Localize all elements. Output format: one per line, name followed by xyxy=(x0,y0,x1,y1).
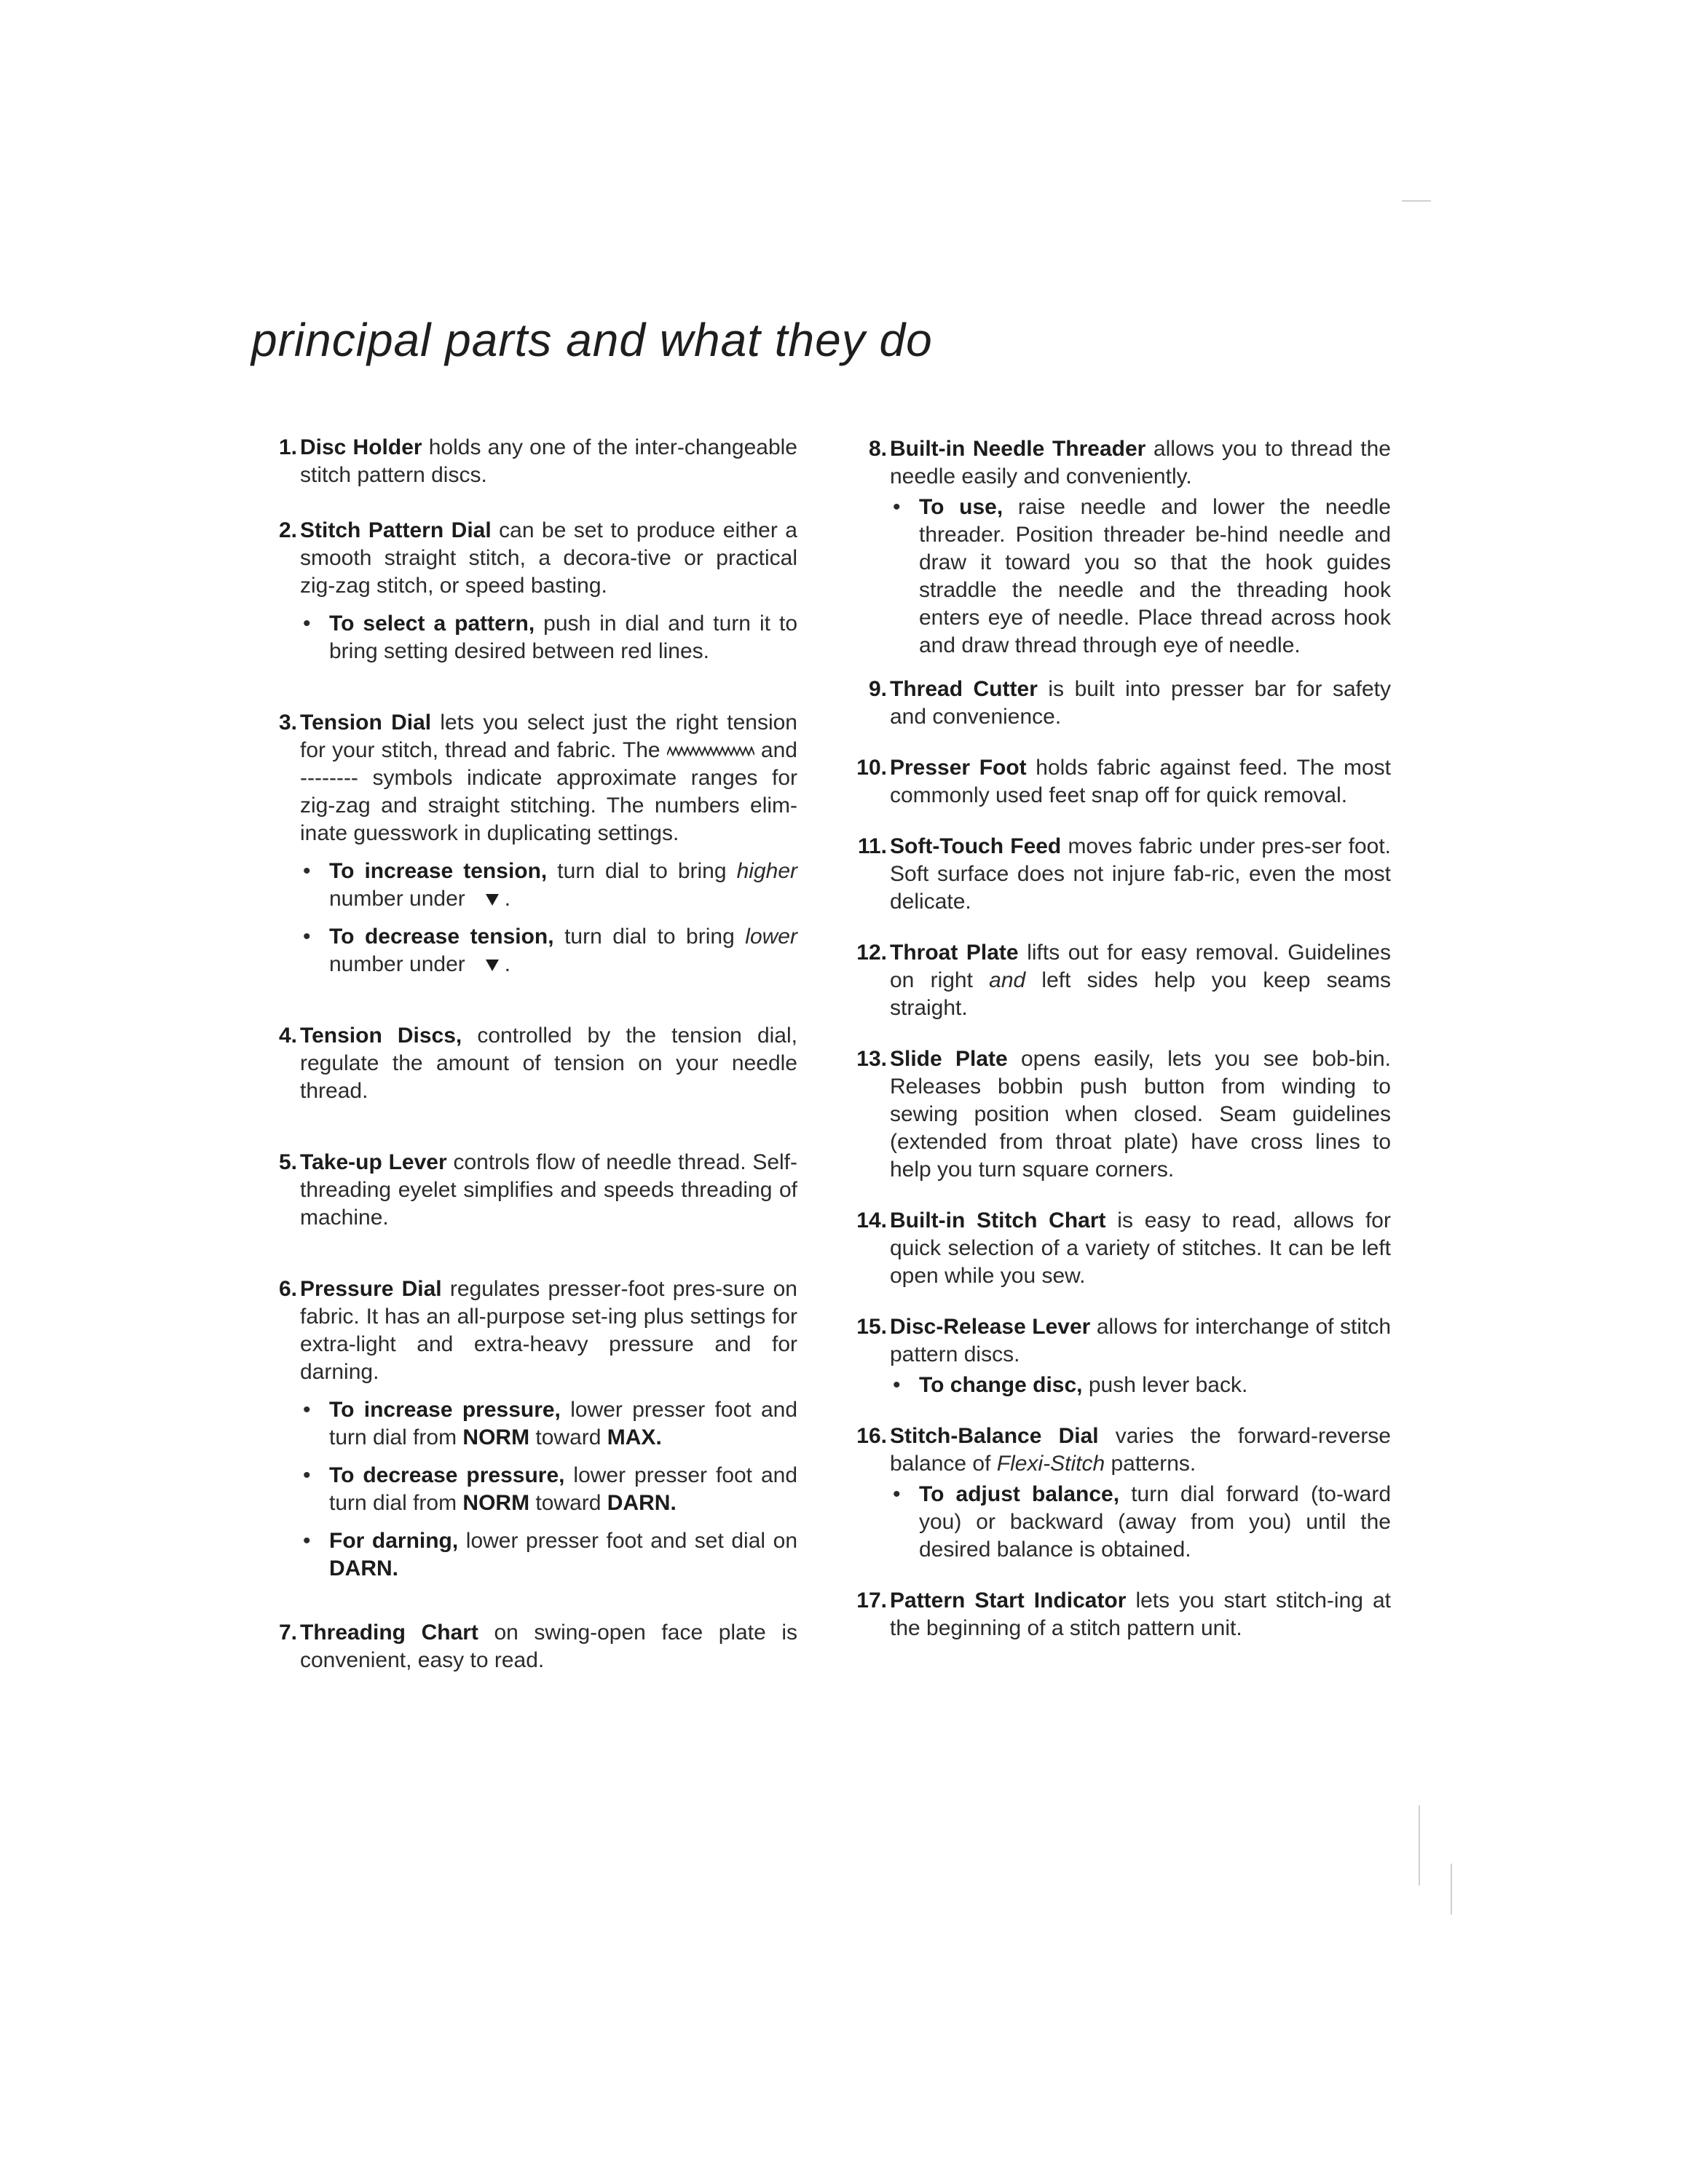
item-emphasis: and xyxy=(989,968,1026,992)
item-term: Disc-Release Lever xyxy=(890,1315,1091,1339)
item-term: Stitch-Balance Dial xyxy=(890,1424,1099,1448)
sub-setting: NORM xyxy=(462,1491,530,1515)
item-text: lifts out for easy removal. Guidelines on right xyxy=(890,941,1391,992)
item-term: Disc Holder xyxy=(300,435,422,459)
sub-instruction xyxy=(890,1481,1391,1564)
item-disc-holder xyxy=(255,434,797,489)
item-number: 3. xyxy=(278,711,297,735)
item-take-up-lever xyxy=(255,1149,797,1232)
item-soft-touch-feed xyxy=(845,833,1391,916)
sub-text: push lever back. xyxy=(1082,1373,1248,1397)
page-title: principal parts and what they do xyxy=(251,314,933,366)
item-pattern-start-indicator xyxy=(845,1587,1391,1642)
bullet: • xyxy=(893,495,901,519)
sub-term: To increase tension, xyxy=(329,859,548,883)
scan-mark xyxy=(1451,1864,1452,1915)
item-text: lets you start stitch-ing at the beginning of a stitch pattern unit. xyxy=(890,1588,1392,1640)
sub-term: To decrease pressure, xyxy=(329,1463,565,1487)
bullet: • xyxy=(893,1373,901,1397)
item-term: Presser Foot xyxy=(890,756,1027,780)
sub-text: toward xyxy=(529,1491,607,1515)
sub-instruction xyxy=(300,923,797,978)
sub-text: lower presser foot and turn dial from xyxy=(329,1463,797,1515)
item-text: holds fabric against feed. The most commonly used feet snap off for quick removal. xyxy=(890,756,1391,807)
item-text: controlled by the tension dial, regulate the amount of tension on your needle thread. xyxy=(300,1024,797,1103)
sub-term: To adjust balance, xyxy=(919,1482,1120,1506)
item-number: 12. xyxy=(856,941,887,965)
item-number: 6. xyxy=(278,1277,297,1301)
item-number: 7. xyxy=(278,1621,297,1645)
item-term: Tension Discs, xyxy=(300,1024,462,1048)
item-text: left sides help you keep seams straight. xyxy=(890,968,1391,1020)
left-column xyxy=(255,434,797,1674)
item-text: patterns. xyxy=(1105,1452,1196,1476)
sub-instruction xyxy=(300,1527,797,1583)
item-number: 15. xyxy=(856,1315,887,1339)
item-term: Slide Plate xyxy=(890,1047,1008,1071)
sub-setting: DARN. xyxy=(607,1491,677,1515)
item-thread-cutter xyxy=(845,676,1391,731)
item-text: allows you to thread the needle easily and conveniently. xyxy=(890,437,1391,488)
sub-instruction xyxy=(300,1462,797,1517)
sub-text: turn dial to bring xyxy=(553,925,735,949)
period: . xyxy=(504,952,511,976)
sub-term: To select a pattern, xyxy=(329,612,535,636)
item-text: controls flow of needle thread. Self-threading eyelet simplifies and speeds threading of machine. xyxy=(300,1150,798,1230)
symbol-description: symbols indicate approximate ranges for zig-zag and straight stitching. The numbers elim-inate guesswork in duplicating settings. xyxy=(300,766,798,845)
item-stitch-balance-dial xyxy=(845,1423,1391,1564)
item-term: Built-in Stitch Chart xyxy=(890,1208,1106,1233)
item-text: regulates presser-foot pres-sure on fabric. It has an all-purpose set-ing plus settings for extra-light and extra-heavy pressure and for darning. xyxy=(300,1277,797,1384)
item-number: 9. xyxy=(868,677,887,701)
item-text: holds any one of the inter-changeable stitch pattern discs. xyxy=(300,435,797,487)
sub-text: lower presser foot and set dial on xyxy=(458,1529,797,1553)
item-disc-release-lever xyxy=(845,1313,1391,1399)
sub-text: push in dial and turn it to bring setting desired between red lines. xyxy=(329,612,798,663)
bullet: • xyxy=(303,1529,311,1553)
sub-setting: MAX. xyxy=(607,1425,662,1449)
item-text: lets you select just the right tension for your stitch, thread and fabric. xyxy=(300,711,797,762)
item-slide-plate xyxy=(845,1045,1391,1184)
sub-text: number under xyxy=(329,887,465,911)
bullet: • xyxy=(303,925,311,949)
item-stitch-chart xyxy=(845,1207,1391,1290)
item-number: 13. xyxy=(856,1047,887,1071)
item-number: 17. xyxy=(856,1588,887,1613)
symbol-and: and xyxy=(760,738,797,762)
sub-instruction xyxy=(890,494,1391,660)
sub-text: turn dial forward (to-ward you) or backward (away from you) until the desired balance is obtained. xyxy=(919,1482,1392,1562)
item-term: Stitch Pattern Dial xyxy=(300,518,492,542)
item-emphasis: Flexi-Stitch xyxy=(996,1452,1105,1476)
item-stitch-pattern-dial xyxy=(255,517,797,665)
symbol-intro: The xyxy=(622,738,660,762)
item-text: is built into presser bar for safety and convenience. xyxy=(890,677,1392,729)
item-needle-threader xyxy=(845,435,1391,660)
item-number: 11. xyxy=(857,834,887,858)
sub-instruction xyxy=(300,610,797,665)
item-number: 16. xyxy=(856,1424,887,1448)
item-term: Threading Chart xyxy=(300,1621,478,1645)
item-threading-chart xyxy=(255,1619,797,1674)
item-number: 14. xyxy=(856,1208,887,1233)
bullet: • xyxy=(303,1398,311,1422)
item-tension-discs xyxy=(255,1022,797,1105)
item-term: Built-in Needle Threader xyxy=(890,437,1146,461)
sub-instruction xyxy=(300,1396,797,1452)
item-number: 5. xyxy=(278,1150,297,1174)
item-number: 2. xyxy=(278,518,297,542)
sub-text: lower presser foot and turn dial from xyxy=(329,1398,797,1449)
item-pressure-dial xyxy=(255,1275,797,1583)
scan-mark xyxy=(1402,200,1431,202)
sub-text: turn dial to bring xyxy=(547,859,727,883)
bullet: • xyxy=(303,859,311,883)
item-throat-plate xyxy=(845,939,1391,1022)
item-number: 4. xyxy=(278,1024,297,1048)
item-tension-dial xyxy=(255,709,797,978)
item-term: Throat Plate xyxy=(890,941,1019,965)
scan-mark xyxy=(1419,1805,1420,1886)
straight-symbol: -------- xyxy=(300,766,358,790)
sub-text: toward xyxy=(529,1425,607,1449)
triangle-indicator-icon xyxy=(486,894,499,906)
item-text: opens easily, lets you see bob-bin. Releases bobbin push button from winding to sewing position when closed. Seam guidelines (extended from throat plate) have cross lines to help you turn square corners. xyxy=(890,1047,1391,1182)
sub-term: To change disc, xyxy=(919,1373,1083,1397)
sub-text: raise needle and lower the needle threader. Position threader be-hind needle and draw it toward you so that the hook guides straddle the needle and the threading hook enters eye of needle. Place thread across hook and draw thread through eye of needle. xyxy=(919,495,1391,657)
sub-term: For darning, xyxy=(329,1529,459,1553)
item-term: Soft-Touch Feed xyxy=(890,834,1062,858)
item-presser-foot xyxy=(845,754,1391,810)
item-number: 8. xyxy=(868,437,887,461)
sub-instruction xyxy=(300,858,797,913)
right-column xyxy=(845,435,1391,1642)
sub-term: To use, xyxy=(919,495,1003,519)
sub-term: To increase pressure, xyxy=(329,1398,561,1422)
sub-setting: DARN. xyxy=(329,1556,398,1580)
item-text: is easy to read, allows for quick selection of a variety of stitches. It can be left open while you sew. xyxy=(890,1208,1391,1288)
sub-emphasis: lower xyxy=(745,925,797,949)
triangle-indicator-icon xyxy=(486,960,499,971)
bullet: • xyxy=(893,1482,901,1506)
item-term: Take-up Lever xyxy=(300,1150,447,1174)
sub-text: number under xyxy=(329,952,465,976)
bullet: • xyxy=(303,612,311,636)
item-term: Pattern Start Indicator xyxy=(890,1588,1127,1613)
item-text: varies the forward-reverse balance of xyxy=(890,1424,1391,1476)
sub-setting: NORM xyxy=(462,1425,530,1449)
bullet: • xyxy=(303,1463,311,1487)
item-text: moves fabric under pres-ser foot. Soft surface does not injure fab-ric, even the most delicate. xyxy=(890,834,1391,914)
item-text: on swing-open face plate is convenient, easy to read. xyxy=(300,1621,797,1672)
item-number: 10. xyxy=(856,756,887,780)
sub-instruction xyxy=(890,1372,1391,1399)
item-text: allows for interchange of stitch pattern discs. xyxy=(890,1315,1392,1366)
item-text: can be set to produce either a smooth straight stitch, a decora-tive or practical zig-zag stitch, or speed basting. xyxy=(300,518,797,598)
sub-emphasis: higher xyxy=(736,859,797,883)
item-number: 1. xyxy=(278,435,297,459)
period: . xyxy=(504,887,511,911)
zigzag-symbol-icon xyxy=(667,746,754,756)
sub-term: To decrease tension, xyxy=(329,925,554,949)
item-term: Tension Dial xyxy=(300,711,432,735)
item-term: Thread Cutter xyxy=(890,677,1038,701)
item-term: Pressure Dial xyxy=(300,1277,442,1301)
